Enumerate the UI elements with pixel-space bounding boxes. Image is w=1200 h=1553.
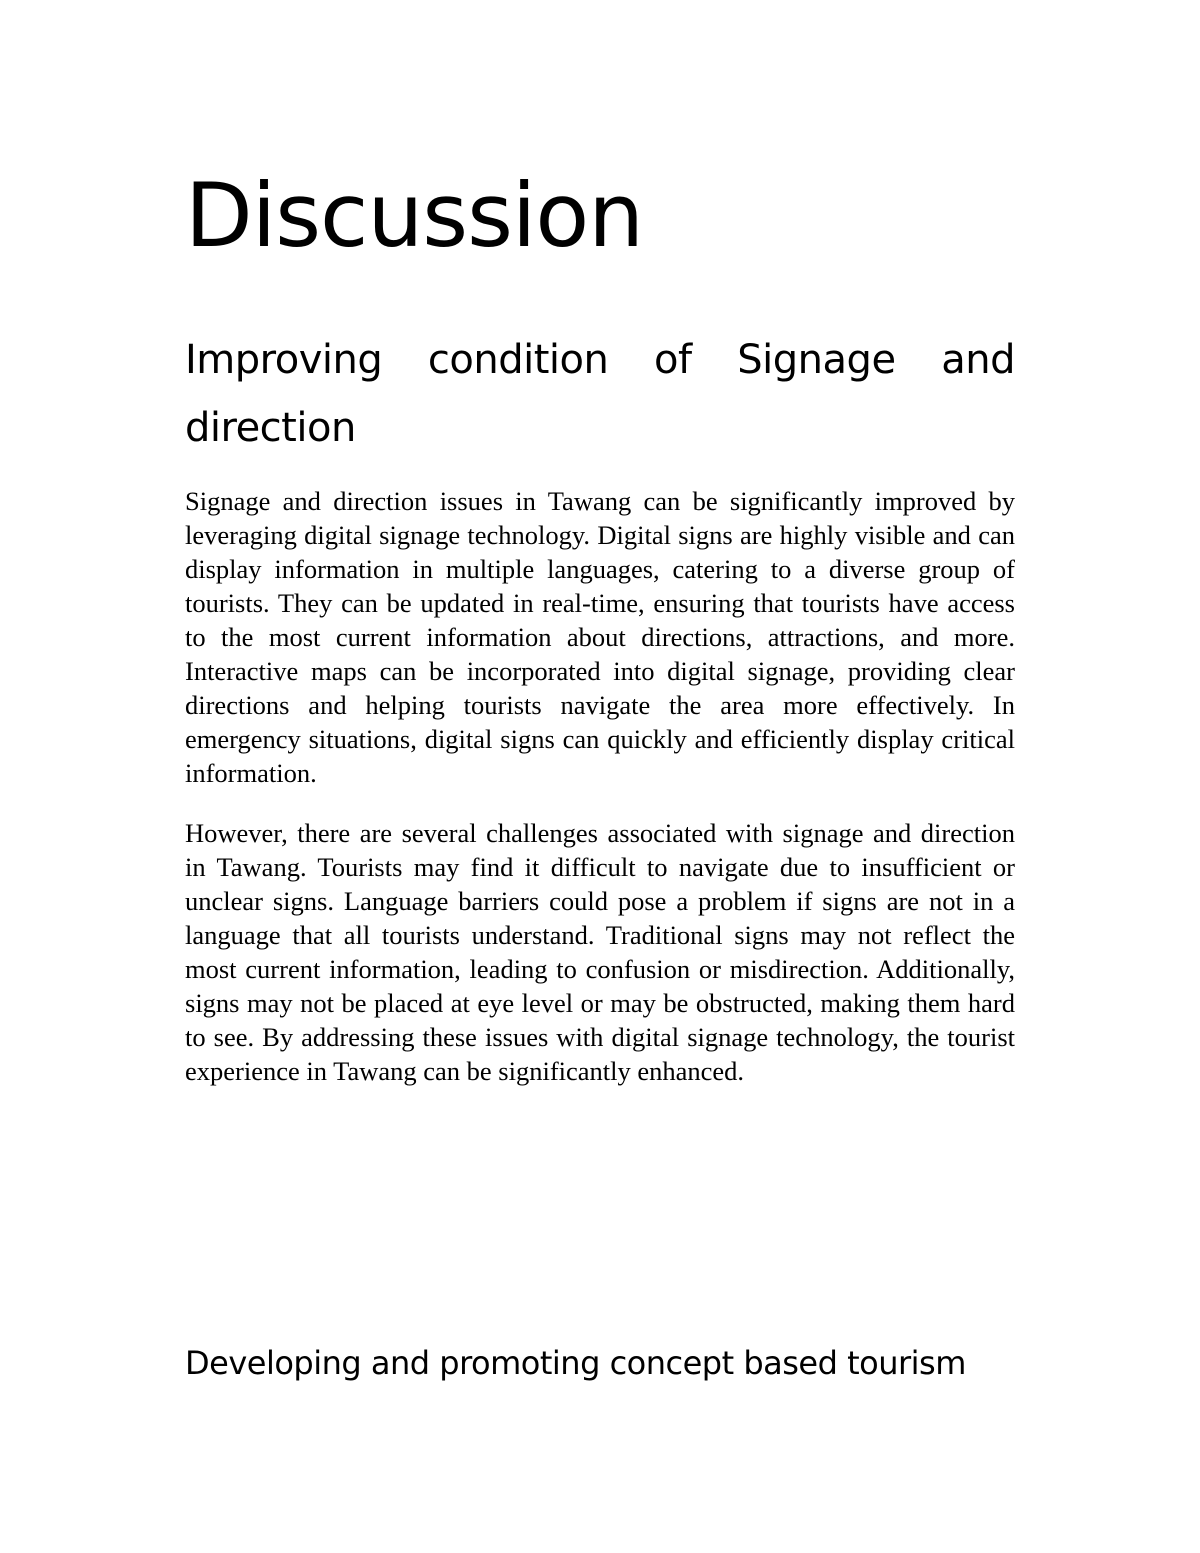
next-section-heading: Developing and promoting concept based tourism — [185, 1344, 966, 1382]
page-title: Discussion — [185, 164, 643, 267]
body-paragraph-1: Signage and direction issues in Tawang can be significantly improved by leveraging digital signage technology. Digital signs are highly visible and can display information in multiple languages, catering to a diverse group of tourists. They can be updated in real-time, ensuring that tourists have access to the most current information about directions, attractions, and more. Interactive maps can be incorporated into digital signage, providing clear directions and helping tourists navigate the area more effectively. In emergency situations, digital signs can quickly and efficiently display critical information. — [185, 486, 1015, 788]
body-paragraph-2: However, there are several challenges associated with signage and direction in Tawang. Tourists may find it difficult to navigate due to insufficient or unclear signs. Language barriers could pose a problem if signs are not in a language that all tourists understand. Traditional signs may not reflect the most current information, leading to confusion or misdirection. Additionally, signs may not be placed at eye level or may be obstructed, making them hard to see. By addressing these issues with digital signage technology, the tourist experience in Tawang can be significantly enhanced. — [185, 818, 1015, 1086]
section-subheading: Improving condition of Signage and direction — [185, 337, 1015, 451]
